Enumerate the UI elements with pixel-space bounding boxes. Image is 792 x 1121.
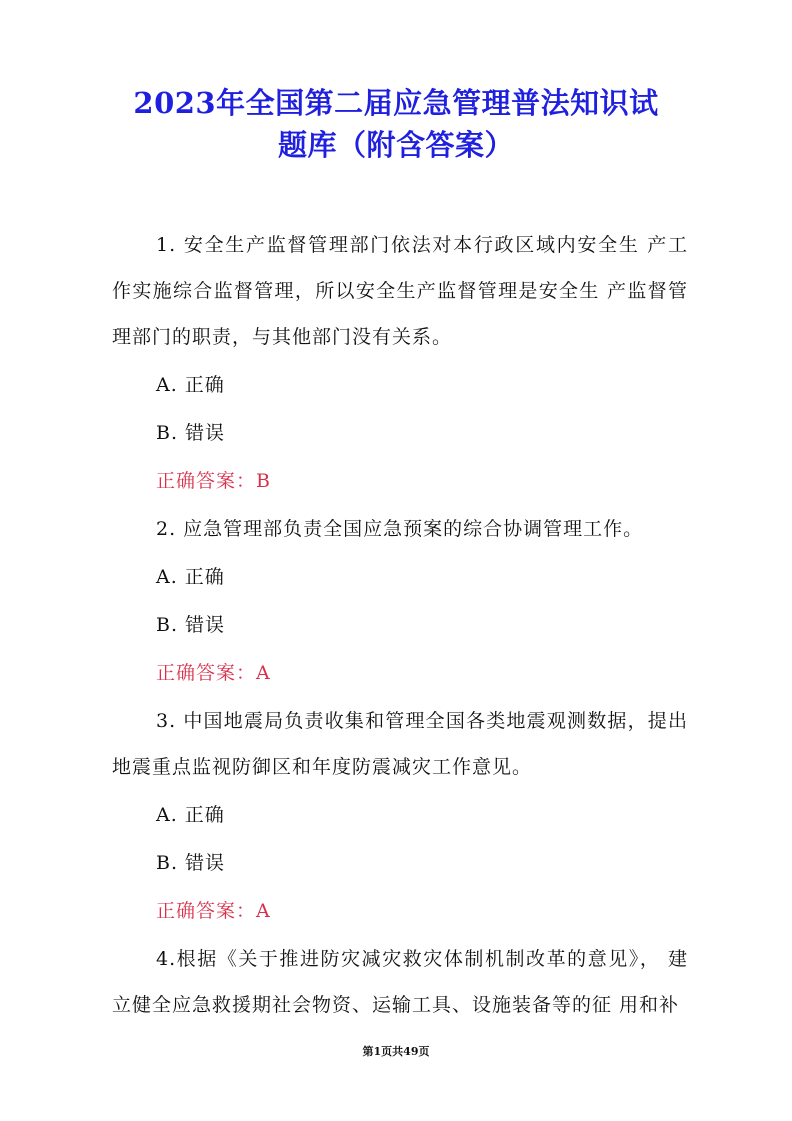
page-number-footer: 第1页共49页 [362,1045,430,1058]
question-text: 2. 应急管理部负责全国应急预案的综合协调管理工作。 [156,518,644,540]
option-b: B. 错误 [156,614,226,636]
correct-answer: 正确答案：B [156,470,271,492]
option-b: B. 错误 [156,852,226,874]
question-text: 3. 中国地震局负责收集和管理全国各类地震观测数据，提出地震重点监视防御区和年度防震减灾工作意见。 [112,710,688,778]
option-b: B. 错误 [156,422,226,444]
question-list [112,222,688,1028]
option-a: A. 正确 [156,374,225,396]
option-a: A. 正确 [156,804,225,826]
correct-answer: 正确答案：A [156,662,271,684]
question-1 [112,222,688,504]
question-text: 1. 安全生产监督管理部门依法对本行政区域内安全生 产工作实施综合监督管理，所以安全生产监督管理是安全生 产监督管理部门的职责，与其他部门没有关系。 [112,234,688,348]
document-title [100,82,692,166]
title-line-1: 2023年全国第二届应急管理普法知识试 [133,86,659,120]
option-a: A. 正确 [156,566,225,588]
question-text: 4.根据《关于推进防灾减灾救灾体制机制改革的意见》， 建立健全应急救援期社会物资、运输工具、设施装备等的征 用和补 [112,948,688,1016]
question-2 [112,506,688,696]
question-3 [112,698,688,934]
title-line-2: 题库（附含答案） [277,128,514,162]
correct-answer: 正确答案：A [156,900,271,922]
question-4 [112,936,688,1028]
